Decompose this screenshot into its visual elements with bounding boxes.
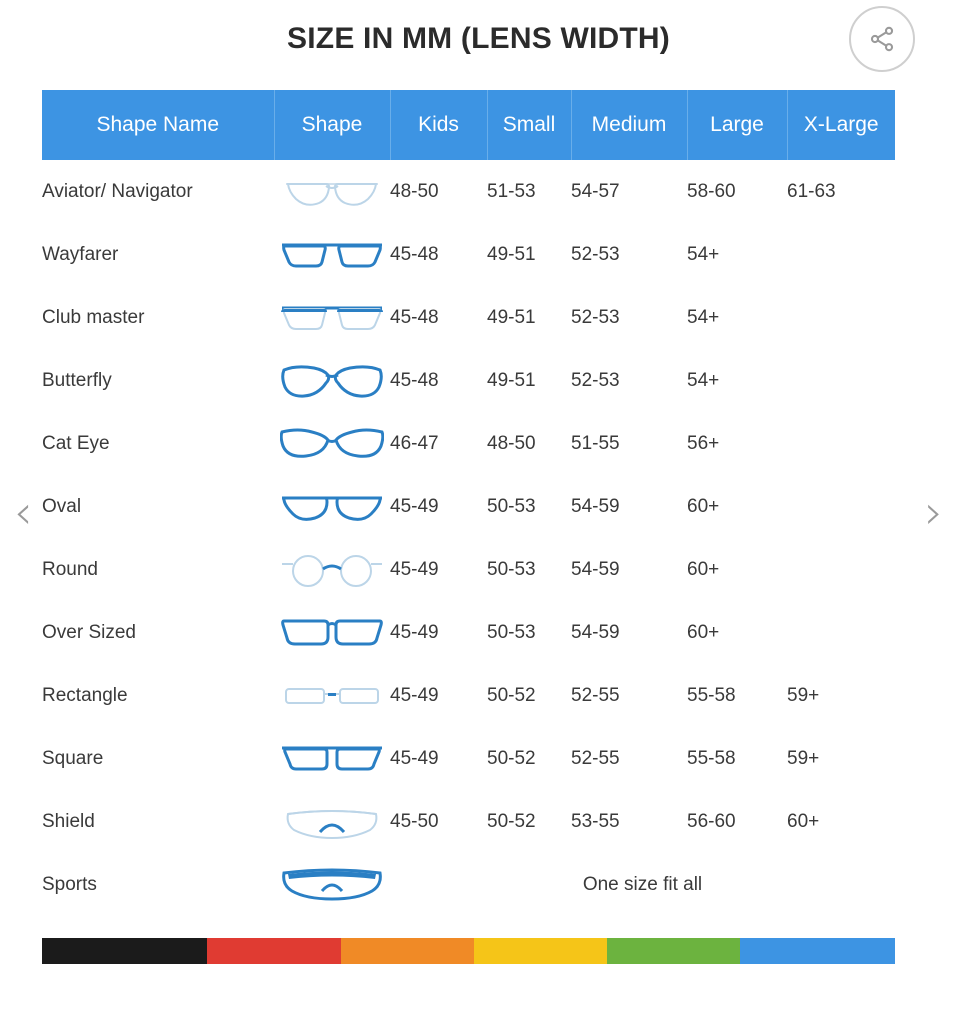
size-xlarge <box>787 412 895 475</box>
size-xlarge <box>787 286 895 349</box>
size-medium: 54-59 <box>571 538 687 601</box>
size-kids: 45-49 <box>390 538 487 601</box>
size-small: 50-52 <box>487 790 571 853</box>
butterfly-glasses-icon <box>274 349 390 412</box>
size-kids: 45-49 <box>390 727 487 790</box>
column-header-large: Large <box>687 90 787 160</box>
table-row <box>42 538 895 601</box>
page-title: SIZE IN MM (LENS WIDTH) <box>287 22 670 55</box>
size-xlarge <box>787 538 895 601</box>
share-button[interactable] <box>849 6 915 72</box>
size-large: 54+ <box>687 286 787 349</box>
shape-name: Over Sized <box>42 601 274 664</box>
column-header-shape-name: Shape Name <box>42 90 274 160</box>
table-row <box>42 727 895 790</box>
bottom-whitespace <box>0 970 957 1024</box>
color-segment-black <box>42 938 207 964</box>
table-row <box>42 223 895 286</box>
size-xlarge: 59+ <box>787 664 895 727</box>
share-icon <box>868 25 896 53</box>
shape-name: Round <box>42 538 274 601</box>
shape-name: Club master <box>42 286 274 349</box>
size-large: 55-58 <box>687 727 787 790</box>
size-large: 58-60 <box>687 160 787 223</box>
size-medium: 51-55 <box>571 412 687 475</box>
size-small: 50-53 <box>487 538 571 601</box>
size-kids: 45-49 <box>390 475 487 538</box>
size-large: 56+ <box>687 412 787 475</box>
size-medium: 54-57 <box>571 160 687 223</box>
size-medium: 52-53 <box>571 223 687 286</box>
size-large: 56-60 <box>687 790 787 853</box>
size-xlarge: 61-63 <box>787 160 895 223</box>
shape-name: Butterfly <box>42 349 274 412</box>
sports-glasses-icon <box>274 853 390 916</box>
size-large: 60+ <box>687 538 787 601</box>
column-header-xlarge: X-Large <box>787 90 895 160</box>
size-medium: 52-55 <box>571 664 687 727</box>
column-header-small: Small <box>487 90 571 160</box>
size-kids: 45-49 <box>390 664 487 727</box>
shape-name: Square <box>42 727 274 790</box>
table-row <box>42 160 895 223</box>
round-glasses-icon <box>274 538 390 601</box>
size-large: 54+ <box>687 223 787 286</box>
shield-glasses-icon <box>274 790 390 853</box>
size-small: 49-51 <box>487 349 571 412</box>
size-large: 54+ <box>687 349 787 412</box>
size-small: 50-53 <box>487 601 571 664</box>
size-table-container <box>42 90 895 916</box>
size-kids: 45-48 <box>390 349 487 412</box>
size-medium: 52-53 <box>571 349 687 412</box>
size-small: 51-53 <box>487 160 571 223</box>
color-segment-green <box>607 938 740 964</box>
color-segment-yellow <box>474 938 607 964</box>
size-xlarge <box>787 223 895 286</box>
size-kids: 45-48 <box>390 223 487 286</box>
table-row <box>42 412 895 475</box>
size-kids: 46-47 <box>390 412 487 475</box>
color-segment-blue <box>740 938 895 964</box>
table-header-row <box>42 90 895 160</box>
table-row <box>42 349 895 412</box>
oversized-glasses-icon <box>274 601 390 664</box>
shape-name: Oval <box>42 475 274 538</box>
shape-name: Rectangle <box>42 664 274 727</box>
prev-arrow-icon[interactable]: ‹ <box>14 485 33 539</box>
size-large: 60+ <box>687 601 787 664</box>
size-table <box>42 90 895 916</box>
shape-name: Shield <box>42 790 274 853</box>
size-kids: 45-49 <box>390 601 487 664</box>
next-arrow-icon[interactable]: › <box>924 485 943 539</box>
column-header-shape: Shape <box>274 90 390 160</box>
oval-glasses-icon <box>274 475 390 538</box>
size-kids: 48-50 <box>390 160 487 223</box>
size-medium: 52-53 <box>571 286 687 349</box>
shape-name: Sports <box>42 853 274 916</box>
size-small: 48-50 <box>487 412 571 475</box>
table-row <box>42 790 895 853</box>
shape-name: Cat Eye <box>42 412 274 475</box>
size-xlarge <box>787 601 895 664</box>
square-glasses-icon <box>274 727 390 790</box>
color-segment-red <box>207 938 340 964</box>
size-xlarge: 60+ <box>787 790 895 853</box>
size-kids: 45-50 <box>390 790 487 853</box>
rectangle-glasses-icon <box>274 664 390 727</box>
aviator-glasses-icon <box>274 160 390 223</box>
size-large: 55-58 <box>687 664 787 727</box>
size-medium: 54-59 <box>571 601 687 664</box>
size-small: 49-51 <box>487 223 571 286</box>
size-medium: 54-59 <box>571 475 687 538</box>
table-row <box>42 853 895 916</box>
shape-name: Wayfarer <box>42 223 274 286</box>
size-medium: 52-55 <box>571 727 687 790</box>
size-xlarge <box>787 475 895 538</box>
shape-name: Aviator/ Navigator <box>42 160 274 223</box>
size-small: 50-52 <box>487 727 571 790</box>
table-row <box>42 664 895 727</box>
table-row <box>42 601 895 664</box>
column-header-kids: Kids <box>390 90 487 160</box>
table-row <box>42 475 895 538</box>
size-small: 50-53 <box>487 475 571 538</box>
cateye-glasses-icon <box>274 412 390 475</box>
size-small: 49-51 <box>487 286 571 349</box>
size-small: 50-52 <box>487 664 571 727</box>
size-large: 60+ <box>687 475 787 538</box>
table-row <box>42 286 895 349</box>
size-xlarge: 59+ <box>787 727 895 790</box>
clubmaster-glasses-icon <box>274 286 390 349</box>
color-bar <box>42 938 895 964</box>
size-xlarge <box>787 349 895 412</box>
one-size-text: One size fit all <box>390 853 895 916</box>
column-header-medium: Medium <box>571 90 687 160</box>
wayfarer-glasses-icon <box>274 223 390 286</box>
size-kids: 45-48 <box>390 286 487 349</box>
color-segment-orange <box>341 938 474 964</box>
size-medium: 53-55 <box>571 790 687 853</box>
